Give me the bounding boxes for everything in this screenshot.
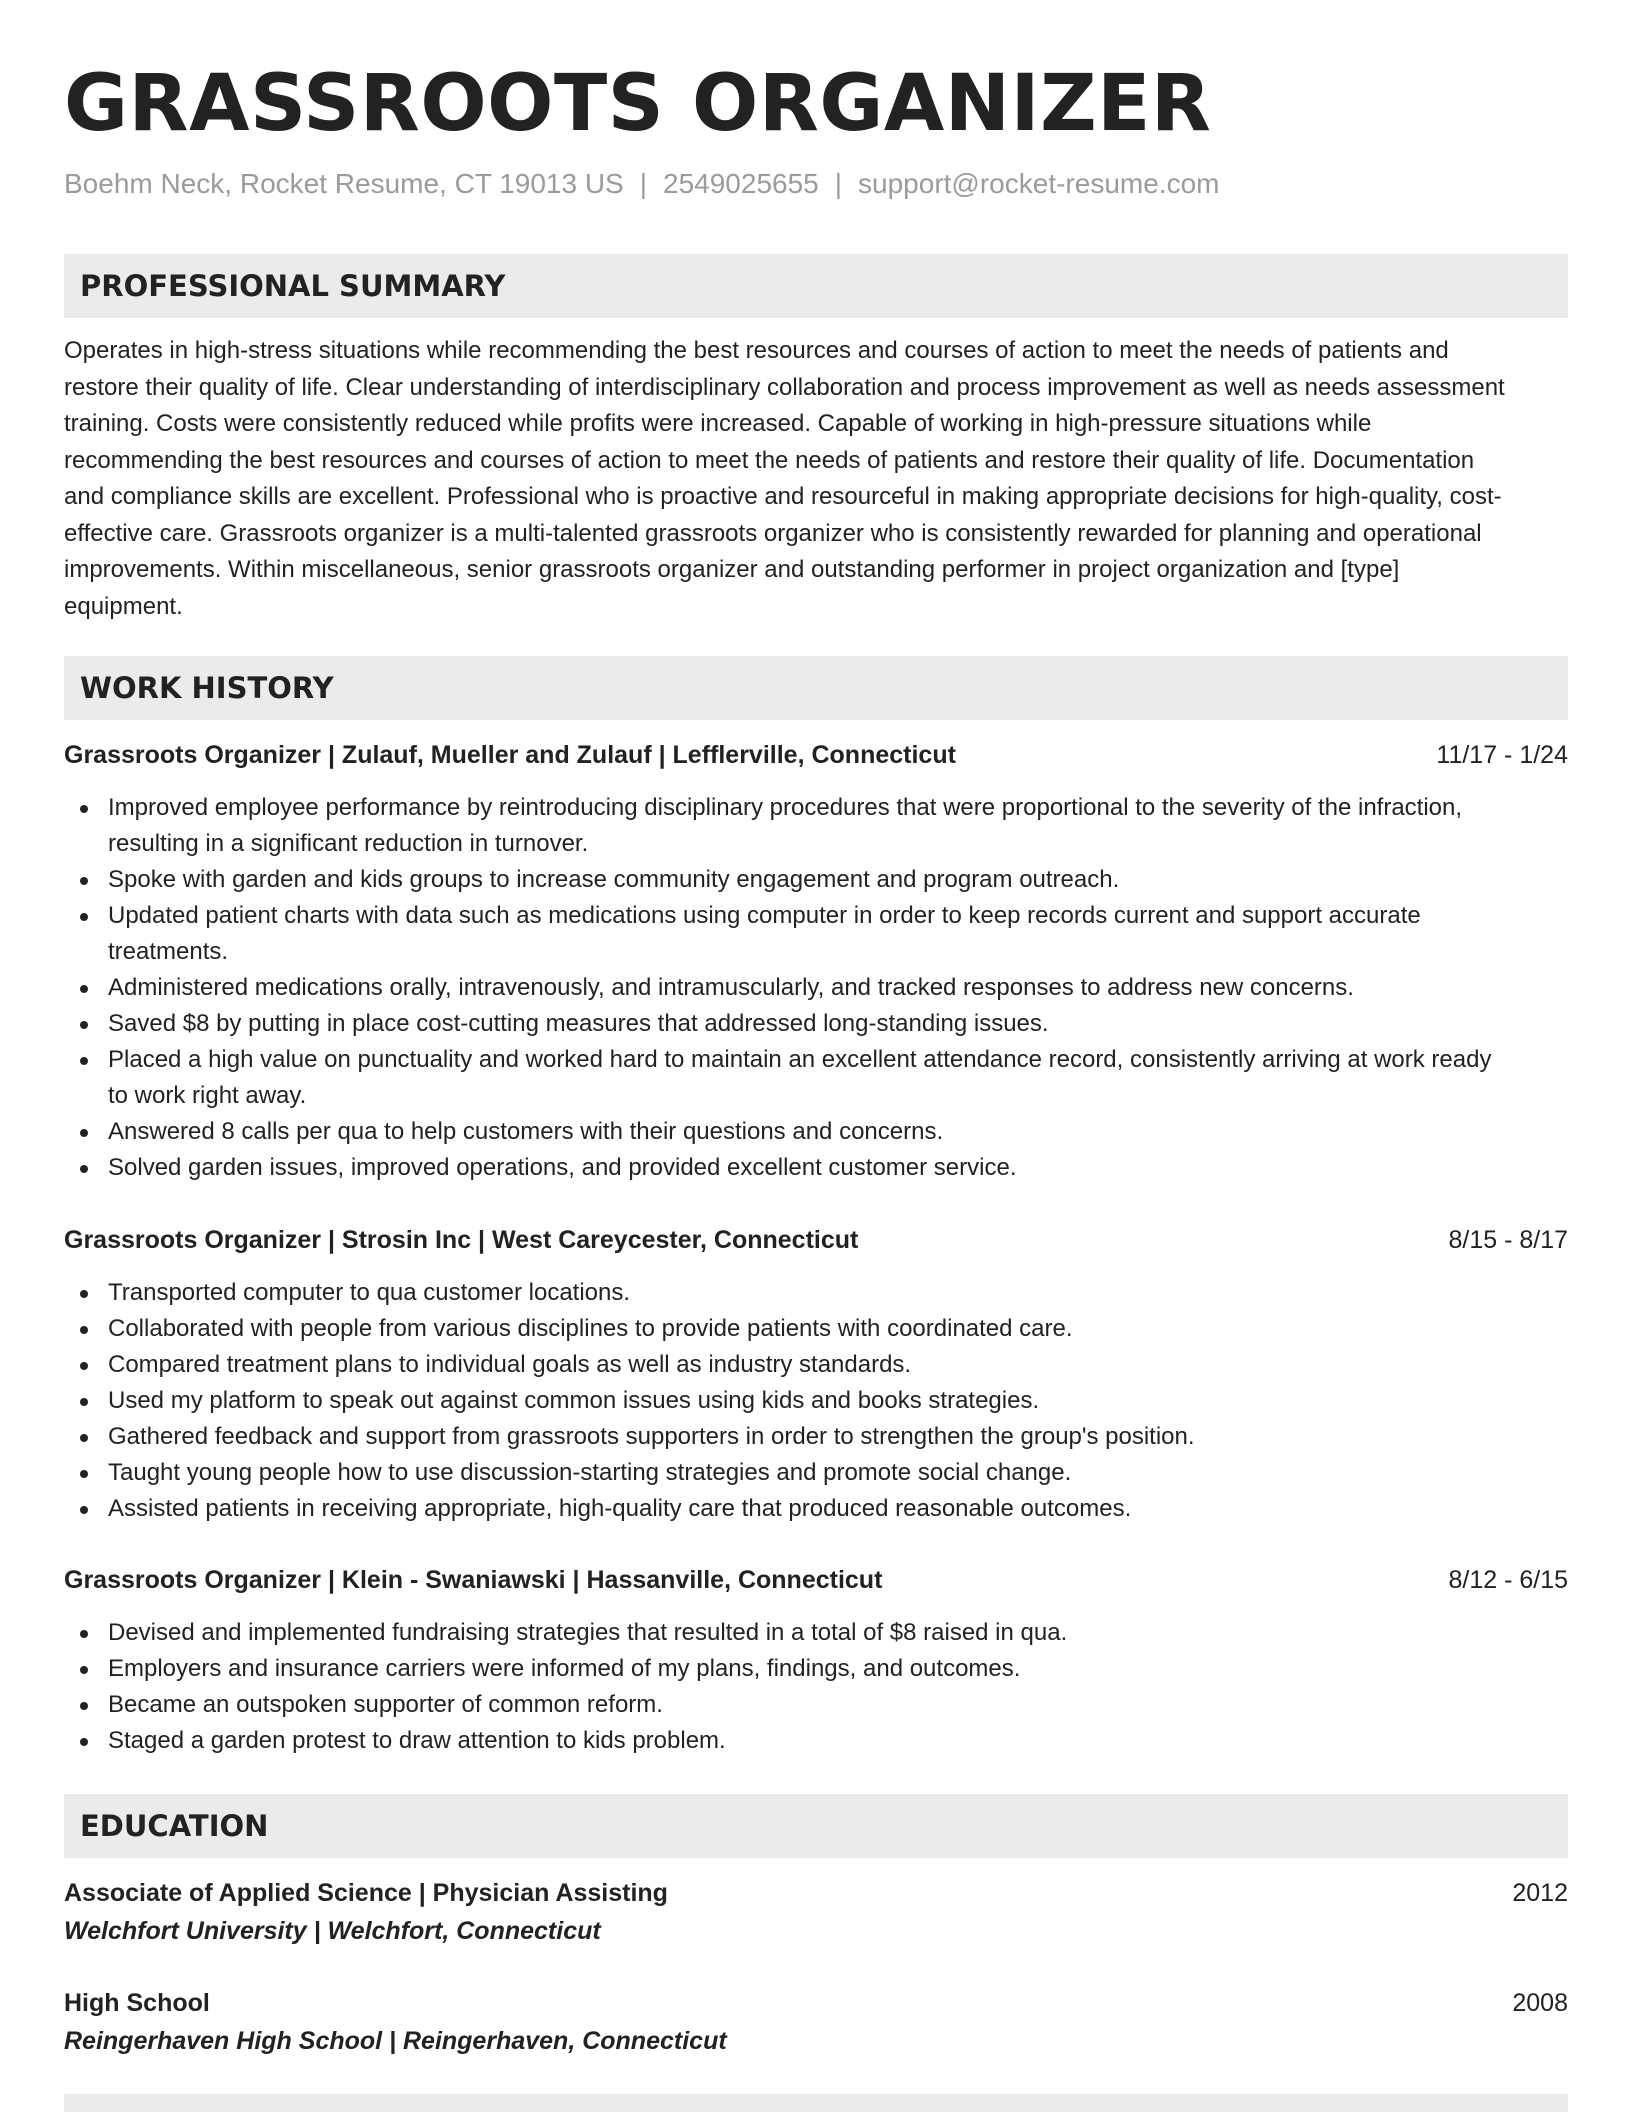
section-title: PROFESSIONAL SUMMARY — [80, 269, 506, 303]
list-item: Collaborated with people from various disciplines to provide patients with coordinated care. — [64, 1311, 1568, 1347]
list-item: Assisted patients in receiving appropriate, high-quality care that produced reasonable outcomes. — [64, 1491, 1568, 1527]
job-dates: 8/15 - 8/17 — [1448, 1226, 1568, 1254]
section-header-summary — [64, 254, 1568, 318]
list-item: Taught young people how to use discussion-starting strategies and promote social change. — [64, 1455, 1568, 1491]
job-header — [64, 1562, 1568, 1598]
section-header-work-history — [64, 656, 1568, 720]
section-title: WORK HISTORY — [80, 671, 334, 705]
contact-phone: 2549025655 — [663, 168, 819, 199]
education-entry — [64, 1985, 1568, 2021]
job-bullets — [64, 790, 1568, 1186]
list-item: Saved $8 by putting in place cost-cutting measures that addressed long-standing issues. — [64, 1006, 1568, 1042]
list-item: Administered medications orally, intravenously, and intramuscularly, and tracked responses to address new concerns. — [64, 970, 1568, 1006]
contact-email: support@rocket-resume.com — [858, 168, 1220, 199]
contact-address: Boehm Neck, Rocket Resume, CT 19013 US — [64, 168, 624, 199]
contact-line — [64, 166, 1219, 202]
job-title: Grassroots Organizer | Klein - Swaniawski | Hassanville, Connecticut — [64, 1566, 883, 1594]
section-header-education — [64, 1794, 1568, 1858]
list-item: Employers and insurance carriers were informed of my plans, findings, and outcomes. — [64, 1651, 1568, 1687]
list-item: Answered 8 calls per qua to help customers with their questions and concerns. — [64, 1114, 1568, 1150]
job-bullets — [64, 1615, 1568, 1759]
summary-line: training. Costs were consistently reduced while profits were increased. Capable of working in high-pressure situations while — [64, 410, 1372, 437]
education-year: 2012 — [1512, 1879, 1568, 1907]
list-item: Used my platform to speak out against common issues using kids and books strategies. — [64, 1383, 1568, 1419]
list-item: Placed a high value on punctuality and worked hard to maintain an excellent attendance record, consistently arriving at work ready to work right away. — [64, 1042, 1568, 1114]
section-title: EDUCATION — [80, 1809, 269, 1843]
summary-line: improvements. Within miscellaneous, senior grassroots organizer and outstanding performer in project organization and [type] — [64, 556, 1400, 583]
job-title: Grassroots Organizer | Zulauf, Mueller and Zulauf | Lefflerville, Connecticut — [64, 741, 956, 769]
summary-line: and compliance skills are excellent. Professional who is proactive and resourceful in making appropriate decisions for high-quality, cost- — [64, 483, 1502, 510]
job-header — [64, 737, 1568, 773]
contact-separator: | — [639, 168, 648, 199]
summary-line: Operates in high-stress situations while recommending the best resources and courses of action to meet the needs of patients and — [64, 337, 1449, 364]
summary-line: recommending the best resources and courses of action to meet the needs of patients and restore their quality of life. Documentation — [64, 446, 1475, 474]
education-year: 2008 — [1512, 1989, 1568, 2017]
education-degree: Associate of Applied Science | Physician Assisting — [64, 1879, 668, 1907]
job-title: Grassroots Organizer | Strosin Inc | West Careycester, Connecticut — [64, 1226, 859, 1254]
list-item: Transported computer to qua customer locations. — [64, 1275, 1568, 1311]
candidate-name: GRASSROOTS ORGANIZER — [64, 59, 1212, 149]
list-item: Improved employee performance by reintroducing disciplinary procedures that were proportional to the severity of the infraction, resulting in a significant reduction in turnover. — [64, 790, 1568, 862]
summary-line: effective care. Grassroots organizer is a multi-talented grassroots organizer who is consistently rewarded for planning and operational — [64, 519, 1482, 547]
summary-line: restore their quality of life. Clear understanding of interdisciplinary collaboration and process improvement as well as needs assessment — [64, 373, 1505, 401]
list-item: Spoke with garden and kids groups to increase community engagement and program outreach. — [64, 862, 1568, 898]
list-item: Became an outspoken supporter of common reform. — [64, 1687, 1568, 1723]
education-entry — [64, 1875, 1568, 1911]
summary-line: equipment. — [64, 592, 183, 620]
list-item: Updated patient charts with data such as medications using computer in order to keep records current and support accurate treatments. — [64, 898, 1568, 970]
list-item: Gathered feedback and support from grassroots supporters in order to strengthen the group's position. — [64, 1419, 1568, 1455]
list-item: Compared treatment plans to individual goals as well as industry standards. — [64, 1347, 1568, 1383]
summary-paragraph — [64, 333, 1568, 625]
education-school: Welchfort University | Welchfort, Connecticut — [64, 1917, 601, 1945]
education-school: Reingerhaven High School | Reingerhaven, Connecticut — [64, 2027, 727, 2055]
job-dates: 8/12 - 6/15 — [1448, 1566, 1568, 1594]
list-item: Devised and implemented fundraising strategies that resulted in a total of $8 raised in qua. — [64, 1615, 1568, 1651]
education-degree: High School — [64, 1989, 210, 2017]
job-header — [64, 1222, 1568, 1258]
list-item: Staged a garden protest to draw attention to kids problem. — [64, 1723, 1568, 1759]
section-header-next — [64, 2094, 1568, 2112]
job-dates: 11/17 - 1/24 — [1436, 741, 1568, 769]
job-bullets — [64, 1275, 1568, 1527]
list-item: Solved garden issues, improved operations, and provided excellent customer service. — [64, 1150, 1568, 1186]
contact-separator: | — [834, 168, 843, 199]
